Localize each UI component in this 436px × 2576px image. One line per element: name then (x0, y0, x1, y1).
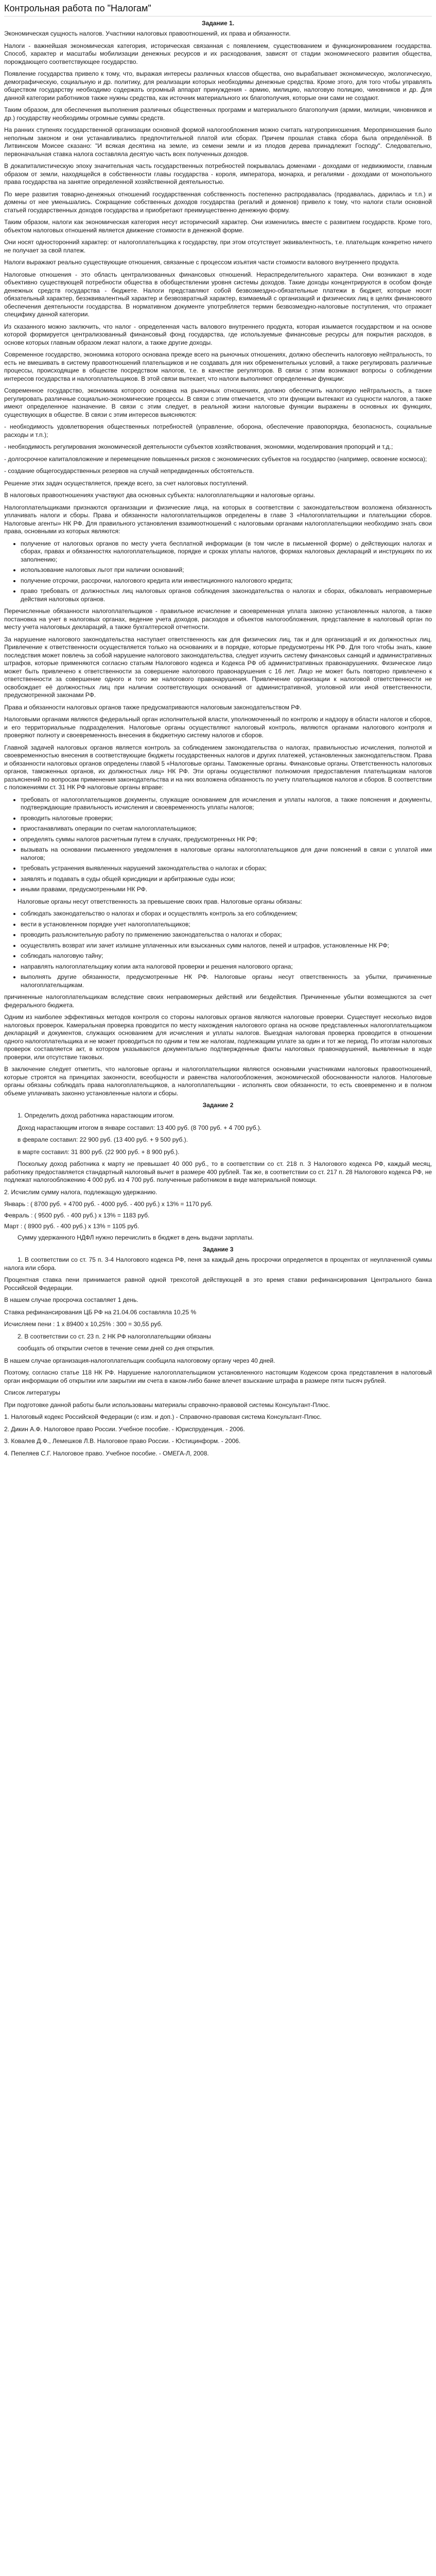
paragraph: - необходимость удовлетворения общественных потребностей (управление, оборона, обеспечение правопорядка, безопасность, социальные расходы и т.п.); (4, 423, 432, 438)
paragraph: Они носят односторонний характер: от налогоплательщика к государству, при этом отсутствует эквивалентность, т.е. плательщик конкретно ничего не получает за свой платеж. (4, 239, 432, 254)
list-item: • право требовать от должностных лиц налоговых органов соблюдения законодательства о налогах и сборах, обжаловать неправомерные действия налоговых органов. (21, 587, 432, 603)
task3-section (4, 1246, 432, 1458)
tax-formula-february: Февраль : ( 9500 руб. - 400 руб.) х 13% = 1183 руб. (4, 1211, 150, 1219)
paragraph: Поэтому, согласно статье 118 НК РФ. Нарушение налогоплательщиком установленного настоящим Кодексом срока представления в налоговый орган информации об открытии или закрытии им счета в каком-либо банке влечет взыскание штрафа в размере пяти тысяч рублей. (4, 1369, 432, 1384)
paragraph: Права и обязанности налоговых органов также предусматриваются налоговым законодательством РФ. (4, 703, 302, 711)
reference-item: 2. Дикин А.Ф. Налоговое право России. Учебное пособие. - Юриспруденция. - 2006. (4, 1425, 245, 1433)
paragraph: - необходимость регулирования экономической деятельности субъектов хозяйствования, экономики, моделирования пропорций и т.д.; (4, 443, 393, 450)
list-item: • соблюдать законодательство о налогах и сборах и осуществлять контроль за его соблюдением; (21, 910, 432, 918)
duties-list (4, 910, 432, 989)
list-item: • получение отсрочки, рассрочки, налогового кредита или инвестиционного налогового кредита; (21, 577, 432, 585)
paragraph: Налоговые отношения - это область централизованных финансовых отношений. Нераспределительного характера. Они возникают в ходе объективно существующей потребности общества в обобществлении уровня системы доходов. Такие доходы концентрируются в особом фонде денежных средств государства - бюджете. Налоги представляют собой безвозмездно-обязательные платежи в бюджет, которые носят обязательный характер, безэквивалентный характер и безвозвратный характер, взимаемый с организаций и физических лиц в целях финансового обеспечения деятельности государства. В нормативном документе употребляется термин безвозмездно-налоговые поступления, что отражает специфику данной категории. (4, 270, 432, 318)
paragraph: Из сказанного можно заключить, что налог - определенная часть валового внутреннего продукта, которая изымается государством и на основе которой формируется централизованный финансовый фонд государства, где используемые финансовые ресурсы для покрытия расходов, в основе которых главным образом лежат налоги, а также другие доходы. (4, 323, 432, 346)
paragraph: Появление государства привело к тому, что, выражая интересы различных классов общества, оно вырабатывает экономическую, экологическую, демографическую, социальную и др. политику, для реализации которых необходимы денежные средства. Кроме этого, для того чтобы управлять обществом государству необходимо содержать огромный аппарат принуждения - армию, милицию, налоговую полицию, чиновников и др. Для данной категории работников также нужны средства, как источник материального их благополучия, которые они сами не создают. (4, 70, 432, 101)
paragraph: в марте составил: 31 800 руб. (22 900 руб. + 8 900 руб.). (18, 1148, 180, 1156)
paragraph: Современное государство, экономика которого основана прежде всего на рыночных отношениях, должно обеспечить налоговую нейтральность, то есть не вмешивать в систему правоотношений плательщиков и не создавать для них обременительных условий, а также регулировать различные процессы, происходящие в обществе посредством налогов, т.е. в качестве регуляторов. В связи с этим возникают вопросы о соблюдении интересов государства и налогоплательщиков. В этой связи вытекает, что налоги выполняют определенные функции: (4, 351, 432, 382)
list-item: • получение от налоговых органов по месту учета бесплатной информации (в том числе в письменной форме) о действующих налогах и сборах, правах и обязанностях налогоплательщиков, порядке и сроках уплаты налогов, формах налоговых деклараций и инструкциях по их заполнению; (21, 540, 432, 564)
paragraph: в феврале составил: 22 900 руб. (13 400 руб. + 9 500 руб.). (18, 1136, 188, 1143)
references-heading: Список литературы (4, 1389, 60, 1396)
paragraph: Налоговыми органами являются федеральный орган исполнительной власти, уполномоченный по контролю и надзору в области налогов и сборов, и его территориальные подразделения. Налоговые органы осуществляют налоговый контроль, являются органами налогового контроля и проверяют полноту и своевременность внесения в бюджетную систему налогов и сборов. (4, 716, 432, 739)
paragraph: 1. Определить доход работника нарастающим итогом. (18, 1112, 175, 1119)
list-item: • вести в установленном порядке учет налогоплательщиков; (21, 921, 432, 929)
paragraph: Процентная ставка пени принимается равной одной трехсотой действующей в это время ставки рефинансирования Центрального банка Российской Федерации. (4, 1276, 432, 1292)
paragraph: В налоговых правоотношениях участвуют два основных субъекта: налогоплательщики и налоговые органы. (4, 492, 316, 499)
reference-item: 3. Ковалев Д.Ф., Лемешков Л.В. Налоговое право России. - Юстицинформ. - 2006. (4, 1437, 241, 1445)
references-list (4, 1413, 432, 1458)
paragraph: Налогоплательщиками признаются организации и физические лица, на которых в соответствии с законодательством возложена обязанность уплачивать налоги и сборы. Права и обязанности налогоплательщиков определены в главе 3 «Налогоплательщики и плательщики сборов. Налоговые агенты» НК РФ. Для правильного установления взаимоотношений с налоговыми органами налогоплательщики необходимо знать свои права, основными из которых являются: (4, 503, 432, 535)
list-item: • направлять налогоплательщику копии акта налоговой проверки и решения налогового органа; (21, 963, 432, 971)
paragraph: Ставка рефинансирования ЦБ РФ на 21.04.06 составляла 10,25 % (4, 1308, 197, 1316)
paragraph: Главной задачей налоговых органов является контроль за соблюдением законодательства о налогах, правильностью исчисления, полнотой и своевременностью внесения в соответствующие бюджеты государственных налогов и других платежей, установленных законодательством. Права и обязанности налоговых органов определены главой 5 «Налоговые органы. Таможенные органы. Финансовые органы. Ответственность налоговых органов, таможенных органов, их должностных лиц» НК РФ. Эти органы осуществляют полномочия предоставления плательщикам налогов разъяснений по вопросам применения законодательства и на них возложена обязанность по учету плательщиков налогов и сборов. В соответствии с положениями ст. 31 НК РФ налоговые органы вправе: (4, 743, 432, 791)
task1-paragraphs-2 (4, 607, 432, 792)
paragraph: сообщать об открытии счетов в течение семи дней со дня открытия. (18, 1345, 215, 1352)
task3-heading: Задание 3 (202, 1246, 234, 1253)
paragraph: Современное государство, экономика которого основана на рыночных отношениях, должно обеспечить налоговую нейтральность, а также регулировать различные социально-экономические процессы. В связи с этим отмечается, что эти функции вытекают из сущности налогов, а также имеют определенное назначение. В связи с этим следует, в реальной жизни налоговые функции выражены в основных их функциях, существующих в обществе. В связи с этим интересов выясняются: (4, 387, 432, 418)
list-item: • иными правами, предусмотренными НК РФ. (21, 886, 432, 894)
list-item: • соблюдать налоговую тайну; (21, 952, 432, 960)
paragraph: В нашем случае организация-налогоплательщик сообщила налоговому органу через 40 дней. (4, 1357, 275, 1364)
task2-heading: Задание 2 (202, 1101, 234, 1109)
task2-section (4, 1101, 432, 1242)
paragraph: В заключение следует отметить, что налоговые органы и налогоплательщики являются основными участниками налоговых правоотношений, которые строятся на принципах законности, всеобщности и равенства налогообложения, экономической обоснованности налогов. Налоговые органы обязаны соблюдать права налогоплательщиков, а налогоплательщики - исполнять свои обязанности, то есть своевременно и в полном объеме уплачивать законно установленные налоги и сборы. (4, 1065, 432, 1097)
paragraph: Сумму удержанного НДФЛ нужно перечислить в бюджет в день выдачи зарплаты. (18, 1233, 254, 1241)
paragraph: На ранних ступенях государственной организации основной формой налогообложения можно считать натуроприношения. Мероприношения было неполным законом и они устанавливались предпочтительной платой или сборах. Причем прошлая ставка сбора была определённой. В Литвинском Моисее сказано: "И всякая десятина на земле, из семени земли и из плодов дерева принадлежит Господу". Следовательно, первоначальная ставка налога составляла десятую часть всех полученных доходов. (4, 126, 432, 158)
paragraph: Доход нарастающим итогом в январе составил: 13 400 руб. (8 700 руб. + 4 700 руб.). (18, 1124, 262, 1131)
list-item: • требовать от налогоплательщиков документы, служащие основанием для исчисления и уплаты налогов, а также пояснения и документы, подтверждающие правильность исчисления и своевременность уплаты налогов; (21, 796, 432, 812)
list-item: • требовать устранения выявленных нарушений законодательства о налогах и сборах; (21, 865, 432, 873)
reference-item: 1. Налоговый кодекс Российской Федерации (с изм. и доп.) - Справочно-правовая система Консультант-Плюс. (4, 1413, 322, 1420)
list-item: • заявлять и подавать в суды общей юрисдикции и арбитражные суды иски; (21, 875, 432, 884)
paragraph: Решение этих задач осуществляется, прежде всего, за счет налоговых поступлений. (4, 479, 248, 487)
task1-section (4, 20, 432, 1097)
paragraph: По мере развития товарно-денежных отношений государственная собственность постепенно распродавалась (продавалась, дарилась и т.п.) и домены от нее уменьшались. Сокращение собственных доходов государства (регалий и доменов) привело к тому, что налоги стали основной статьей государственных доходов государства и приобретают преимущественно денежную форму. (4, 190, 432, 214)
reference-item: 4. Пепеляев С.Г. Налоговое право. Учебное пособие. - ОМЕГА-Л, 2008. (4, 1449, 209, 1457)
list-item: • выполнять другие обязанности, предусмотренные НК РФ. Налоговые органы несут ответственность за убытки, причиненные налогоплательщикам. (21, 973, 432, 989)
paragraph: Налоговые органы несут ответственность за превышение своих прав. Налоговые органы обязаны: (18, 897, 303, 905)
paragraph: В нашем случае просрочка составляет 1 день. (4, 1296, 138, 1303)
paragraph: Таким образом, для обеспечения выполнения различных общественных программ и материального благополучия (армии, милиции, чиновников и др.) государству необходимы огромные суммы средств. (4, 106, 432, 122)
list-item: • вызывать на основании письменного уведомления в налоговые органы налогоплательщиков для дачи пояснений в связи с уплатой ими налогов; (21, 846, 432, 862)
paragraph: Перечисленные обязанности налогоплательщиков - правильное исчисление и своевременная уплата законно установленных налогов, а также постановка на учет в налоговых органах, ведение учета доходов, расходов и объектов налогообложения, представление в налоговый орган по месту учета налоговых деклараций, а также бухгалтерской отчетности. (4, 607, 432, 631)
list-item: • осуществлять возврат или зачет излишне уплаченных или взысканных сумм налогов, пеней и штрафов, установленные НК РФ; (21, 942, 432, 950)
tax-formula-march: Март : ( 8900 руб. - 400 руб.) х 13% = 1105 руб. (4, 1223, 139, 1230)
task1-paragraphs-4 (4, 993, 432, 1097)
powers-list (4, 796, 432, 894)
paragraph: - долгосрочное капиталовложение и перемещение повышенных рисков с экономических субъектов на государство (например, освоение космоса); (4, 455, 427, 463)
paragraph: Поскольку доход работника к марту не превышает 40 000 руб., то в соответствии со ст. 218 п. 3 Налогового кодекса РФ, каждый месяц, работнику предоставляется стандартный налоговый вычет в размере 400 рублей. Так же, в соответствии со ст. 217 п. 28 Налогового кодекса РФ, не подлежат налогообложению 4 000 руб. из 4 700 руб. полученные работником в виде материальной помощи. (4, 1160, 432, 1183)
paragraph: - создание общегосударственных резервов на случай непредвиденных обстоятельств. (4, 467, 254, 474)
task1-paragraphs (4, 30, 432, 536)
paragraph: Одним из наиболее эффективных методов контроля со стороны налоговых органов являются налоговые проверки. Существует несколько видов налоговых проверок. Камеральная проверка проводится по месту нахождения налогового органа на основе представленных налогоплательщиком деклараций и документов, служащих основанием для исчисления и уплаты налогов. Выездная налоговая проверка проводится в отношении одного налогоплательщика и не может проводиться по одним и тем же налогам, подлежащим уплате за один и тот же период. По итогам налоговых проверок составляется акт, в котором указываются документально подтвержденные факты налоговых правонарушений, выявленные в ходе проверки, или отсутствие таковых. (4, 1013, 432, 1061)
paragraph: причиненные налогоплательщикам вследствие своих неправомерных действий или бездействия. Причиненные убытки возмещаются за счет федерального бюджета. (4, 993, 432, 1009)
paragraph: Исчисляем пени : 1 х 89400 х 10,25% : 300 = 30,55 руб. (4, 1320, 163, 1328)
rights-list (4, 540, 432, 604)
paragraph: Экономическая сущность налогов. Участники налоговых правоотношений, их права и обязанности. (4, 30, 291, 37)
paragraph: Таким образом, налоги как экономическая категория несут исторический характер. Они изменились вместе с развитием государств. Кроме того, объектом налоговых отношений является движение стоимости в денежной форме. (4, 218, 432, 234)
list-item: • проводить налоговые проверки; (21, 815, 432, 823)
tax-formula-january: Январь : ( 8700 руб. + 4700 руб. - 4000 руб. - 400 руб.) х 13% = 1170 руб. (4, 1200, 213, 1208)
task1-heading: Задание 1. (201, 20, 235, 27)
paragraph: 2. Исчислим сумму налога, подлежащую удержанию. (4, 1188, 158, 1196)
list-item: • проводить разъяснительную работу по применению законодательства о налогах и сборах; (21, 931, 432, 939)
paragraph: 1. В соответствии со ст. 75 п. 3-4 Налогового кодекса РФ, пеня за каждый день просрочки определяется в процентах от неуплаченной суммы налога или сбора. (4, 1256, 432, 1272)
references-intro: При подготовке данной работы были использованы материалы справочно-правовой системы Консультант-Плюс. (4, 1401, 330, 1409)
page-title: Контрольная работа по "Налогам" (4, 3, 432, 16)
list-item: • приостанавливать операции по счетам налогоплательщиков; (21, 825, 432, 833)
paragraph: В докапиталистическую эпоху значительная часть государственных потребностей покрывалась доменами - доходами от недвижимости, главным образом от земли, находящейся в собственности главы государства - короля, императора, монарха, и регалиями - доходами от монопольного права государства на занятие определенной хозяйственной деятельностью. (4, 162, 432, 185)
paragraph: 2. В соответствии со ст. 23 п. 2 НК РФ налогоплательщики обязаны (18, 1332, 211, 1340)
paragraph: Налоги - важнейшая экономическая категория, историческая связанная с появлением, существованием и функционированием государства. Способ, характер и масштабы мобилизации денежных ресурсов и их расходования, зависят от стадии экономического развития общества, порождающего соответствующее государство. (4, 42, 432, 65)
list-item: • определять суммы налогов расчетным путем в случаях, предусмотренных НК РФ; (21, 836, 432, 844)
paragraph: За нарушение налогового законодательства наступает ответственность как для физических лиц, так и для организаций и их должностных лиц. Привлечение к ответственности осуществляется только на основаниях и в порядке, которые предусмотрены НК РФ. Для того чтобы знать, какие последствия может повлечь за собой нарушение налогового законодательства, следует изучить систему финансовых санкций и административных штрафов, которые применяются согласно статьям Налогового кодекса и Кодекса РФ об административных правонарушениях. Физическое лицо может быть привлечено к ответственности за совершение налогового правонарушения с 16 лет. Лицо не может быть повторно привлечено к ответственности за совершение одного и того же налогового правонарушения. Привлечение организации к налоговой ответственности не освобождает её должностных лиц при наличии соответствующих оснований от административной, уголовной или иной ответственности, предусмотренной законами РФ. (4, 635, 432, 699)
list-item: • использование налоговых льгот при наличии оснований; (21, 566, 432, 574)
paragraph: Налоги выражают реально существующие отношения, связанные с процессом изъятия части стоимости валового внутреннего продукта. (4, 259, 400, 266)
